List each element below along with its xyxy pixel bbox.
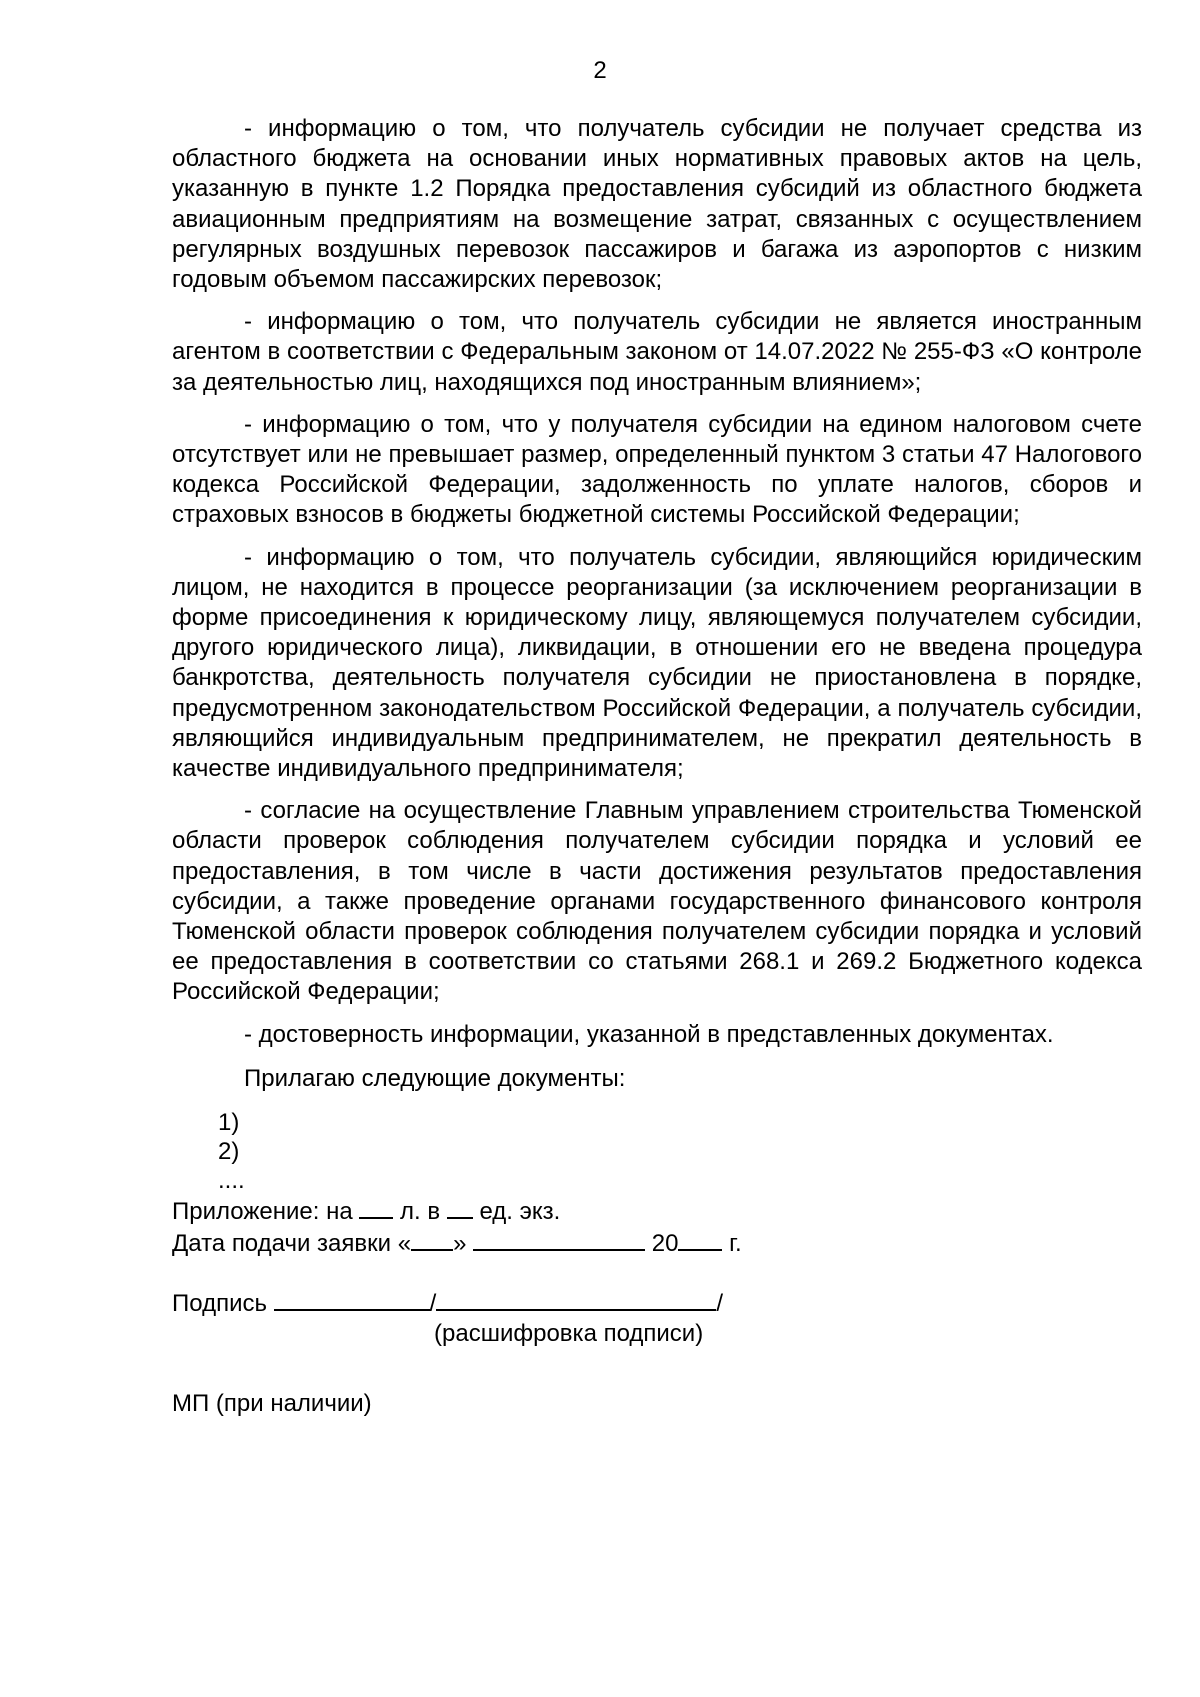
appendix-suffix: ед. экз. — [479, 1198, 561, 1226]
list-item: .... — [218, 1167, 245, 1195]
month-blank[interactable] — [473, 1227, 645, 1251]
page-number: 2 — [593, 57, 607, 84]
year-prefix: 20 — [651, 1230, 679, 1258]
appendix-line — [172, 1195, 1142, 1227]
date-suffix: г. — [729, 1230, 742, 1258]
date-quote-close: » — [453, 1230, 467, 1258]
signature-caption: (расшифровка подписи) — [434, 1320, 704, 1348]
signature-label: Подпись — [172, 1290, 267, 1318]
appendix-mid: л. в — [400, 1198, 441, 1226]
paragraph-no-other-funds: - информацию о том, что получатель субсидии не получает средства из областного бюджета на основании иных нормативных правовых актов на цель, указанную в пункте 1.2 Порядка предоставления субсидий из областного бюджета авиационным предприятиям на возмещение затрат, связанных с осуществлением регулярных воздушных перевозок пассажиров и багажа из аэропортов с низким годовым объемом пассажирских перевозок; — [172, 115, 1142, 294]
day-blank[interactable] — [411, 1227, 453, 1251]
signature-end-slash: / — [716, 1290, 723, 1318]
year-blank[interactable] — [678, 1227, 722, 1251]
signature-line — [172, 1287, 1142, 1319]
sheets-count-blank[interactable] — [359, 1195, 393, 1219]
paragraph-tax-debt: - информацию о том, что у получателя субсидии на едином налоговом счете отсутствует или не превышает размер, определенный пунктом 3 статьи 47 Налогового кодекса Российской Федерации, задолженность по уплате налогов, сборов и страховых взносов в бюджеты бюджетной системы Российской Федерации; — [172, 410, 1142, 529]
list-item: 1) — [218, 1109, 240, 1137]
date-prefix: Дата подачи заявки « — [172, 1230, 412, 1258]
list-item: 2) — [218, 1138, 240, 1166]
signature-blank[interactable] — [274, 1287, 430, 1311]
signature-decoding-blank[interactable] — [436, 1287, 716, 1311]
paragraph-inspection-consent: - согласие на осуществление Главным управлением строительства Тюменской области проверок соблюдения получателем субсидии порядка и условий ее предоставления, в том числе в части достижения результатов предоставления субсидии, а также проведение органами государственного финансового контроля Тюменской области проверок соблюдения получателем субсидии порядка и условий ее предоставления в соответствии со статьями 268.1 и 269.2 Бюджетного кодекса Российской Федерации; — [172, 797, 1142, 1006]
signature-slash: / — [429, 1290, 437, 1318]
stamp-note: МП (при наличии) — [172, 1390, 372, 1418]
copies-count-blank[interactable] — [447, 1195, 473, 1219]
document-body — [172, 114, 1142, 1419]
attachments-list — [172, 1108, 1142, 1195]
paragraph-no-reorganization: - информацию о том, что получатель субсидии, являющийся юридическим лицом, не находится в процессе реорганизации (за исключением реорганизации в форме присоединения к юридическому лицу, являющемуся получателем субсидии, другого юридического лица), ликвидации, в отношении его не введена процедура банкротства, деятельность получателя субсидии не приостановлена в порядке, предусмотренном законодательством Российской Федерации, а получатель субсидии, являющийся индивидуальным предпринимателем, не прекратил деятельность в качестве индивидуального предпринимателя; — [172, 543, 1142, 783]
paragraph-reliability: - достоверность информации, указанной в представленных документах. — [244, 1020, 1054, 1048]
submission-date-line — [172, 1227, 1142, 1259]
appendix-prefix: Приложение: на — [172, 1198, 353, 1226]
attachments-intro: Прилагаю следующие документы: — [244, 1064, 626, 1092]
paragraph-not-foreign-agent: - информацию о том, что получатель субсидии не является иностранным агентом в соответствии с Федеральным законом от 14.07.2022 № 255-ФЗ «О контроле за деятельностью лиц, находящихся под иностранным влиянием»; — [172, 308, 1142, 396]
